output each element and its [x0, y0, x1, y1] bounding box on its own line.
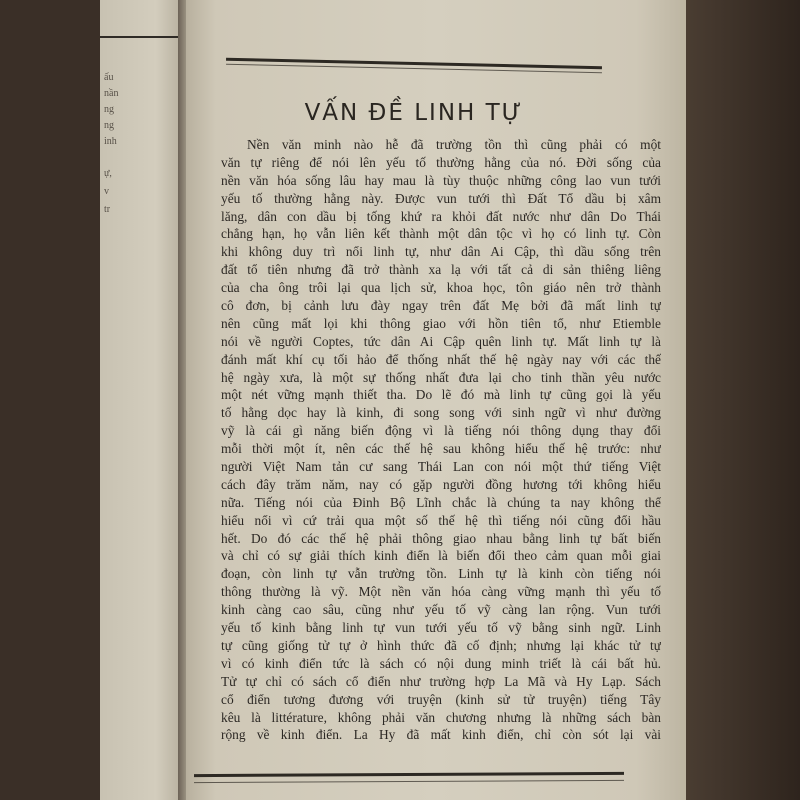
text-line: kêu là littérature, không phải văn chương nhưng là những sách bàn [221, 709, 661, 725]
text-line: yếu tố thường hằng này. Được vun tưới thì Đất Tổ dầu bị xâm [221, 190, 661, 206]
left-page-fragment: ự, [104, 168, 112, 179]
bottom-double-rule-thin [194, 780, 624, 783]
text-line: Tử tự chỉ có sách cổ điển như trường hợp La Mã và Hy Lạp. Sách [221, 673, 661, 689]
left-page-fragment: v [104, 186, 109, 197]
text-line: người Việt Nam tản cư sang Thái Lan con nói một thứ tiếng Việt [221, 459, 661, 475]
text-line: cổ điển tương đương với truyện (kinh sử tử truyện) tiếng Tây [221, 691, 661, 707]
text-line: yếu tố kinh bằng linh tự vun tưới yếu tố vỹ bằng sinh ngữ. Linh [221, 620, 661, 636]
left-page-fragment: tr [104, 204, 111, 215]
text-line: hiểu nổi vì cứ trải qua một số thế hệ thì tiếng nói cũng đổi hầu [221, 512, 661, 528]
text-line: đoạn, còn linh tự vẫn trường tồn. Linh tự là kinh còn tiếng nói [221, 566, 661, 582]
background-table [686, 0, 800, 800]
text-line: tự cũng giống tử tự ở hình thức đã cố định; nhưng lại khác tử tự [221, 637, 661, 653]
text-line: văn tự riêng để nói lên yếu tố thường hằng của nó. Đời sống của [221, 154, 661, 170]
book-page [186, 0, 686, 800]
text-line: hệ ngày xưa, là một sự thống nhất đưa lại cho tinh thần yêu nước [221, 369, 661, 385]
text-line: của cha ông trôi lại qua lịch sử, khoa học, tôn giáo nên trở thành [221, 280, 661, 296]
text-line: chẳng hạn, họ vẫn liên kết thành một dân tộc vì họ có linh tự. Còn [221, 226, 661, 242]
text-line: tố hằng dọc hay là kinh, đi song song với sinh ngữ vì như đường [221, 405, 661, 421]
text-line: Nền văn minh nào hễ đã trường tồn thì cũng phải có một [247, 137, 661, 152]
left-page-fragment: ng [104, 104, 114, 115]
chapter-title: VẤN ĐỀ LINH TỰ [304, 100, 524, 126]
text-line: đánh mất khí cụ tối hảo để thống nhất thế hệ ngày nay với các thế [221, 351, 661, 367]
text-line: mỗi thời một ít, nên các thế hệ sau không hiểu thế hệ trước: như [221, 441, 661, 457]
text-line: nên cũng mất lọi khi thông giao với hồn tiên tổ, như Etiemble [221, 315, 661, 331]
text-line: lăng, dân con dầu bị tống khứ ra khỏi đất nước như dân Do Thái [221, 208, 661, 224]
left-page-rule [100, 36, 178, 38]
text-line: rộng về kinh điển. La Hy đã mất kinh điển, chỉ còn sót lại vài [221, 727, 661, 743]
text-line: vỹ là cái gì năng biến động vì là tiếng nói thông dụng thay đổi [221, 423, 661, 439]
text-line: nữa. Tiếng nói của Đinh Bộ Lĩnh chắc là chúng ta nay không thể [221, 494, 661, 510]
text-line: và chỉ có sự giải thích kinh điển là biến đổi theo cảm quan mỗi giai [221, 548, 661, 564]
text-line: cô đơn, bị cảnh lưu đày ngay trên đất Mẹ bởi đã mất linh tự [221, 298, 661, 314]
bottom-double-rule [194, 772, 624, 777]
text-line: cách đây trăm năm, nay có gặp người đồng hương tới không hiểu [221, 476, 661, 492]
text-line: kinh càng cao sâu, cũng như yếu tố vỹ càng lan rộng. Vun tưới [221, 602, 661, 618]
text-line: khi không duy trì nổi linh tự, như dân Ai Cập, thì dầu sống trên [221, 244, 661, 260]
body-text [221, 136, 661, 744]
left-page-fragment: ng [104, 120, 114, 131]
text-line: nền văn hóa sống lâu hay mau là tùy thuộc những công lao vun tưới [221, 172, 661, 188]
left-page-fragment: ấu [104, 72, 114, 83]
text-line: thông thường là vỹ. Một nền văn hóa càng vững mạnh thì yếu tố [221, 584, 661, 600]
left-page-edge [100, 0, 180, 800]
text-line: hết. Do đó các thế hệ phải thông giao nhau bằng linh tự bất biến [221, 530, 661, 546]
left-page-fragment: nần [104, 88, 119, 99]
text-line: vì có kinh điển tức là sách có nội dung minh triết là cái bất hủ. [221, 655, 661, 671]
left-page-fragment: inh [104, 136, 117, 147]
text-line: một nét vững mạnh thiết tha. Do lẽ đó mà linh tự cũng gọi là yếu [221, 387, 661, 403]
text-line: đất tổ tiên nhưng đã trở thành xa lạ với tất cả di sản thiêng liêng [221, 262, 661, 278]
text-line: nói về người Coptes, tức dân Ai Cập quên linh tự. Mất linh tự là [221, 333, 661, 349]
